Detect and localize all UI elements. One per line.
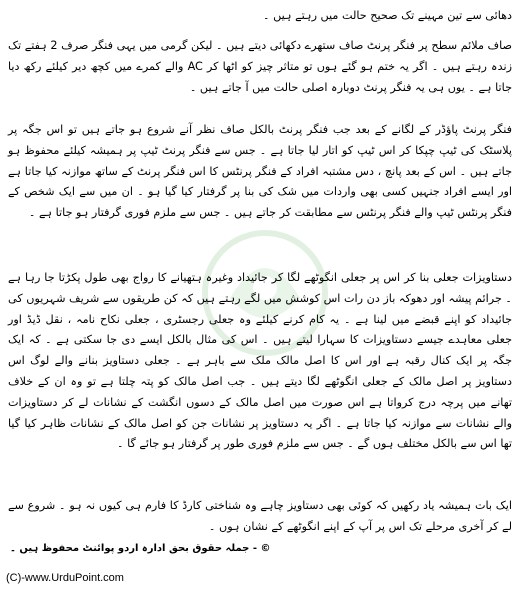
article-paragraph: دھائی سے تین مہینے تک صحیح حالت میں رہتے ہیں ۔	[262, 9, 512, 22]
copyright-url: (C)-www.UrduPoint.com	[6, 572, 124, 584]
article-paragraph: دستاویزات جعلی بنا کر اس پر جعلی انگوٹھے لگا کر جائیداد وغیرہ ہتھیانے کا رواج بھی طول پکڑتا جا رہا ہے ۔ جرائم پیشہ اور دھوکہ باز دن رات اس کوشش میں لگے رہتے ہیں کہ کن طریقوں سے شریف شہریوں کی جائیداد کو اپنے قبضے میں لینا ہے ۔ یہ کام کرنے کیلئے وہ جعلی رجسٹری ، جعلی نکاح نامہ ، نقل ڈیڈ اور جعلی معاہدے جیسے دستاویزات کا سہارا لیتے ہیں ۔ اس کی مثال بالکل ایسے دی جا سکتی ہے ۔ کہ ایک جگہ پر ایک کنال رقبہ ہے اور اس کا اصل مالک ملک سے باہر ہے ۔ جعلی دستاویز بنانے والے لوگ اس دستاویز پر اصل مالک کے جعلی انگوٹھے لگا دیتے ہیں ۔ جب اصل مالک کو پتہ چلتا ہے تو وہ ان کے خلاف تھانے میں پرچہ درج کرواتا ہے اس صورت میں اصل مالک کے دسوں انگشت کے نشانات لے کر دستاویزات والے نشانات سے موازنہ کیا جاتا ہے ۔ اگر یہ دستاویز پر نشانات جن کو اصل مالک کے نشانات ظاہر کیا گیا تھا اس سے بالکل مختلف ہوں گے ۔ جس سے ملزم فوری طور پر گرفتار ہو جائے گا ۔	[8, 271, 512, 451]
copyright-notice-urdu: © - جملہ حقوق بحق ادارہ اردو پوائنٹ محفوظ ہیں ۔	[10, 543, 271, 554]
article-paragraph: فنگر پرنٹ پاؤڈر کے لگانے کے بعد جب فنگر پرنٹ بالکل صاف نظر آنے شروع ہو جاتے ہیں تو اس جگہ پر پلاسٹک کی ٹیپ چپکا کر اس ٹیپ کو اتار لیا جاتا ہے ۔ جس سے فنگر پرنٹ ٹیپ پر ہمیشہ کیلئے محفوظ ہو جاتے ہیں ۔ اس کے بعد پانچ ، دس مشتبہ افراد کے فنگر پرنٹس کا اس فنگر پرنٹ کے ساتھ موازنہ کیا جاتا ہے اور ایسے افراد جنہیں کسی بھی واردات میں شک کی بنا پر گرفتار کیا گیا ہو ۔ ان میں سے ایک شخص کے فنگر پرنٹس ٹیپ والے فنگر پرنٹس سے مطابقت کر جاتے ہیں ۔ جس سے ملزم فوری گرفتار ہو جاتا ہے ۔	[8, 123, 512, 220]
article-paragraph: صاف ملائم سطح پر فنگر پرنٹ صاف ستھرے دکھائی دیتے ہیں ۔ لیکن گرمی میں یہی فنگر صرف 2 ہفتے تک زندہ رہتے ہیں ۔ اگر یہ ختم ہو گئے ہوں تو متاثر چیز کو اٹھا کر AC والے کمرے میں کچھ دیر کیلئے رکھ دیا جاتا ہے ۔ یوں ہی یہ فنگر پرنٹ دوبارہ اصلی حالت میں آ جاتے ہیں ۔	[8, 39, 513, 94]
article-paragraph: ایک بات ہمیشہ یاد رکھیں کہ کوئی بھی دستاویز چاہے وہ شناختی کارڈ کا فارم ہی کیوں نہ ہو ۔ شروع سے لے کر آخری مرحلے تک اس پر آپ کے اپنے انگوٹھے کے نشان ہوں ۔	[8, 499, 512, 533]
